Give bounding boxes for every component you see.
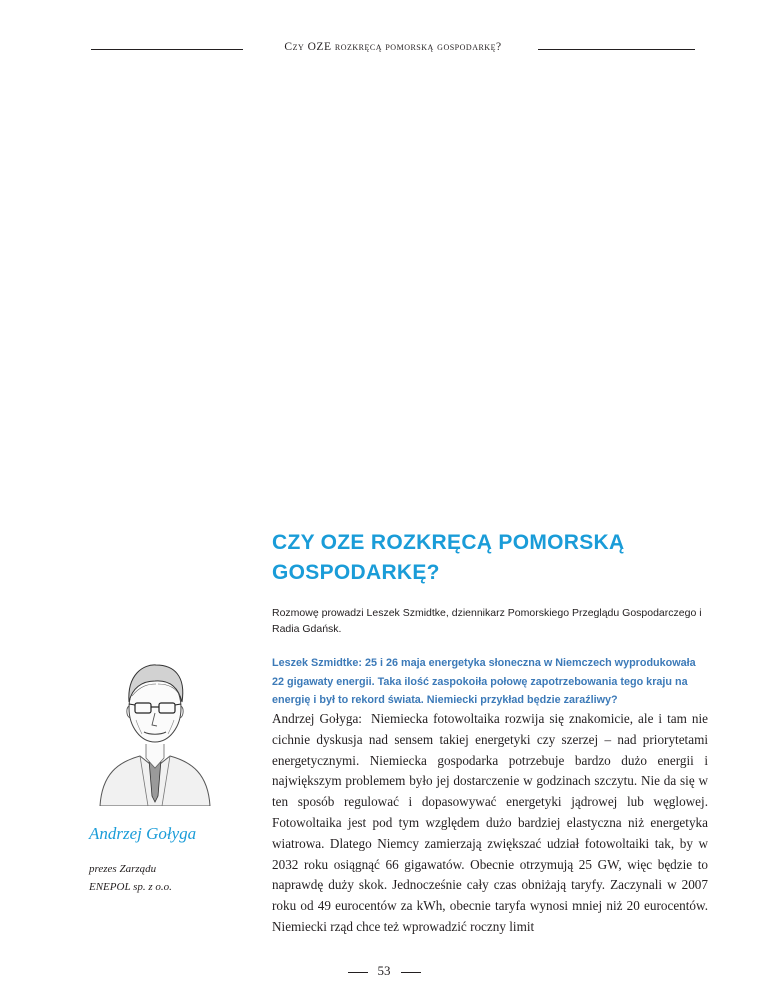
page-number-dash-right	[401, 972, 421, 973]
header-rule-right	[538, 49, 695, 50]
author-portrait-illustration	[96, 656, 214, 806]
author-role	[89, 860, 172, 896]
answer-speaker: Andrzej Gołyga:	[272, 711, 362, 726]
question-speaker: Leszek Szmidtke:	[272, 657, 363, 669]
interview-question	[272, 654, 708, 710]
title-line-2: GOSPODARKĘ?	[272, 561, 440, 584]
question-text: 25 i 26 maja energetyka słoneczna w Niemczech wyprodukowała 22 gigawaty energii. Taka ilość zaspokoiła połowę zapotrzebowania tego kraju na energię i był to rekord świata. Niemiecki przykład będzie zaraźliwy?	[272, 657, 696, 706]
article-intro: Rozmowę prowadzi Leszek Szmidtke, dziennikarz Pomorskiego Przeglądu Gospodarczego i Radia Gdańsk.	[272, 607, 702, 635]
interview-answer	[272, 709, 708, 938]
running-header	[91, 41, 695, 57]
running-title: Czy OZE rozkręcą pomorską gospodarkę?	[284, 41, 502, 53]
page-number	[0, 963, 768, 979]
page-number-value: 53	[377, 963, 391, 978]
author-role-line-2: ENEPOL sp. z o.o.	[89, 881, 172, 893]
answer-text: Niemiecka fotowoltaika rozwija się znakomicie, ale i tam nie cichnie dyskusja nad sensem takiej energetyki czy szerzej – nad priorytetami energetycznymi. Niemiecka gospodarka potrzebuje bardzo dużo energii i największym problemem było jej dostarczenie w godzinach szczytu. Nie da się w ten sposób regulować i dopasowywać energetyki jądrowej lub węglowej. Fotowoltaika jest pod tym względem dużo bardziej elastyczna niż energetyka wiatrowa. Dlatego Niemcy zamierzają zwiększać udział fotowoltaiki tak, by w 2032 roku osiągnąć 66 gigawatów. Obecnie otrzymują 25 GW, więc będzie to naprawdę duży skok. Jednocześnie cały czas obniżają taryfy. Zaczynali w 2007 roku od 49 eurocentów za kWh, obecnie taryfa wynosi mniej niż 20 eurocentów. Niemiecki rząd chce też wprowadzić roczny limit	[272, 711, 708, 934]
author-role-line-1: prezes Zarządu	[89, 863, 157, 875]
page-number-dash-left	[348, 972, 368, 973]
article-title	[272, 528, 712, 588]
author-name: Andrzej Gołyga	[89, 824, 197, 843]
title-line-1: CZY OZE ROZKRĘCĄ POMORSKĄ	[272, 531, 625, 554]
